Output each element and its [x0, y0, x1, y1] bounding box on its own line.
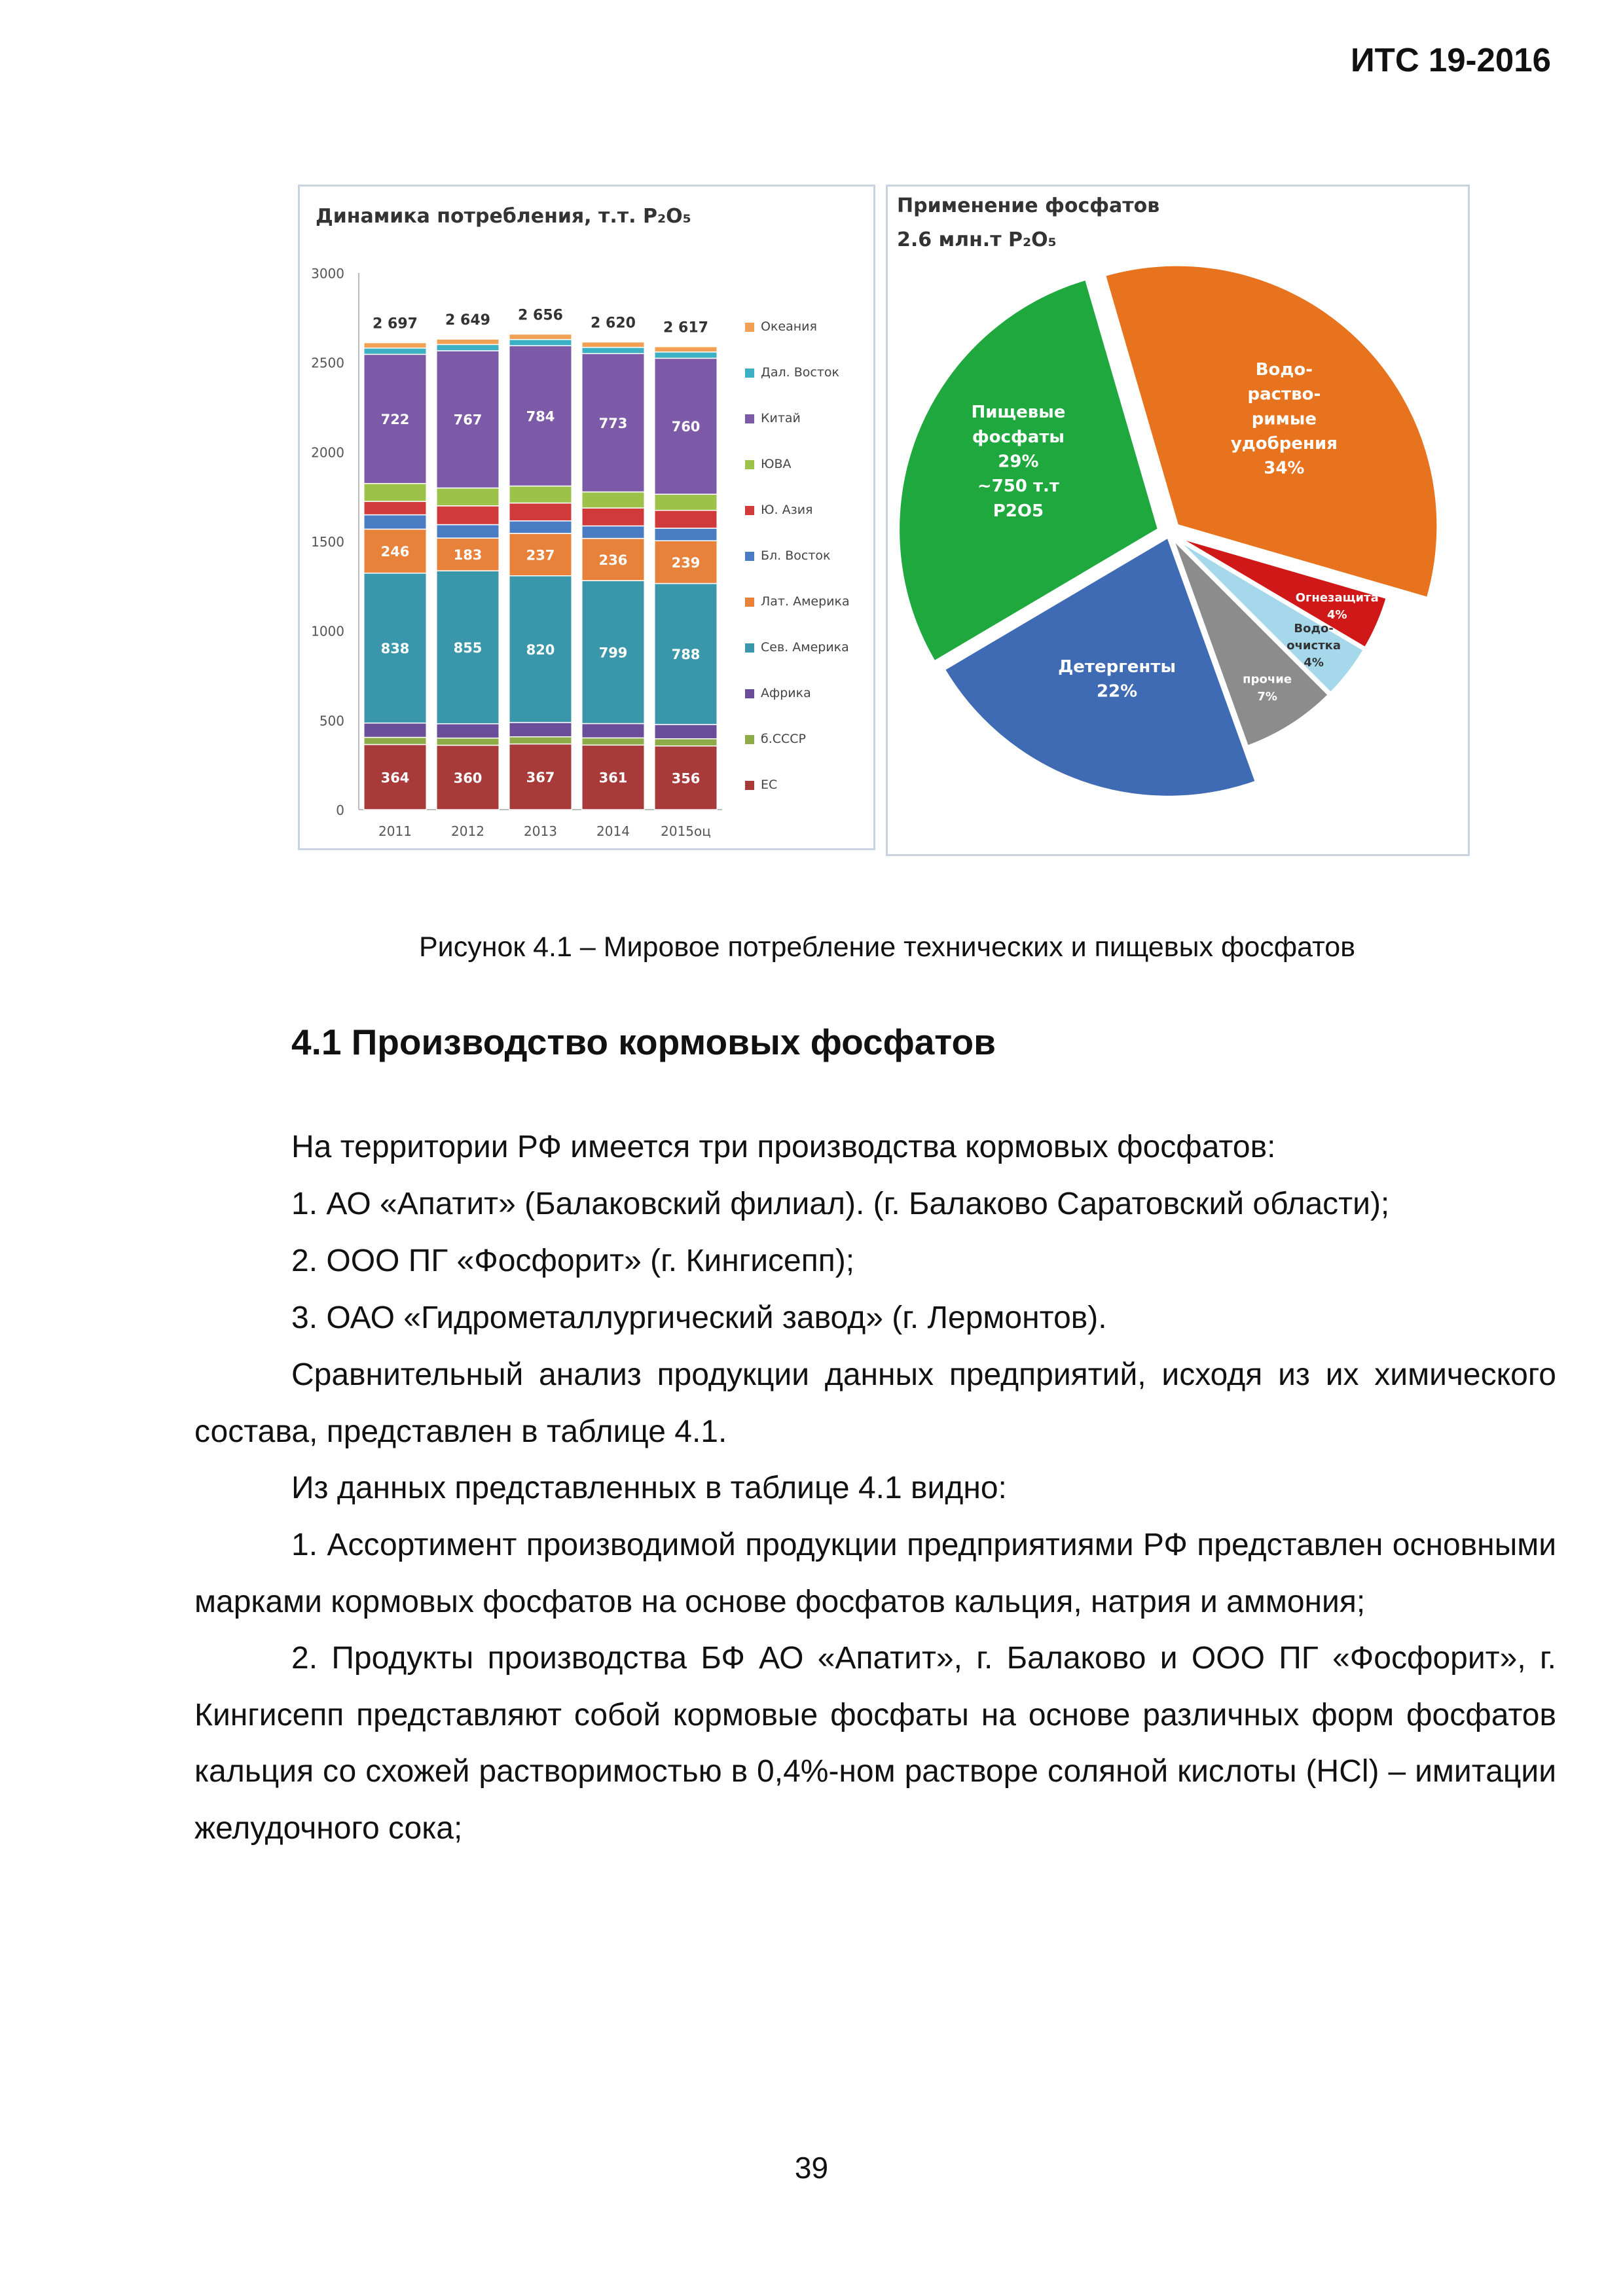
- bar-segment: [437, 738, 499, 745]
- y-tick-label: 500: [319, 713, 344, 729]
- bar-segment: [655, 528, 717, 541]
- data-label: 356: [671, 770, 701, 787]
- data-label: 237: [526, 547, 555, 564]
- bar-segment: [582, 724, 644, 738]
- bar-segment: [509, 503, 572, 521]
- bar-segment: [364, 515, 426, 529]
- bar-segment: [582, 342, 644, 348]
- bar-segment: [582, 492, 644, 509]
- legend-label: Дал. Восток: [761, 365, 839, 380]
- bar-segment: [509, 486, 572, 503]
- legend-label: Сев. Америка: [761, 640, 849, 655]
- data-label: 767: [453, 412, 483, 428]
- figure-caption: Рисунок 4.1 – Мировое потребление технических и пищевых фосфатов: [419, 931, 1356, 963]
- legend-swatch: [745, 368, 754, 378]
- data-label: 367: [526, 769, 555, 785]
- data-label: 722: [380, 412, 410, 428]
- bar-segment: [582, 526, 644, 538]
- legend-label: б.СССР: [761, 732, 807, 746]
- legend-label: ЮВА: [761, 457, 792, 471]
- total-label: 2 620: [591, 315, 636, 332]
- bar-segment: [364, 484, 426, 501]
- legend-swatch: [745, 689, 754, 698]
- y-tick-label: 2500: [311, 355, 344, 371]
- data-label: 855: [453, 639, 483, 656]
- legend-swatch: [745, 598, 754, 607]
- paragraph-conclusions-intro: Из данных представленных в таблице 4.1 видно:: [291, 1471, 1007, 1505]
- slice-label: Детергенты 22%: [1058, 656, 1176, 702]
- bar-segment: [509, 737, 572, 744]
- bar-segment: [655, 494, 717, 511]
- bar-segment: [437, 339, 499, 344]
- legend-label: ЕС: [761, 778, 778, 792]
- legend-swatch: [745, 414, 754, 423]
- section-heading: 4.1 Производство кормовых фосфатов: [291, 1022, 996, 1062]
- legend-swatch: [745, 460, 754, 469]
- list-item: 1. АО «Апатит» (Балаковский филиал). (г. Балаково Саратовский области);: [291, 1187, 1390, 1221]
- list-item: 3. ОАО «Гидрометаллургический завод» (г. Лермонтов).: [291, 1300, 1107, 1335]
- bar-segment: [655, 739, 717, 746]
- legend-swatch: [745, 552, 754, 561]
- x-tick-label: 2014: [596, 823, 630, 839]
- paragraph-analysis: Сравнительный анализ продукции данных предприятий, исходя из их химического состава, представлен в таблице 4.1.: [194, 1357, 1556, 1449]
- total-label: 2 656: [518, 307, 563, 324]
- list-item: 2. ООО ПГ «Фосфорит» (г. Кингисепп);: [291, 1244, 855, 1278]
- data-label: 773: [598, 415, 628, 431]
- bar-segment: [437, 488, 499, 506]
- legend-label: Ю. Азия: [761, 503, 813, 517]
- y-tick-label: 3000: [311, 266, 344, 281]
- paragraph-conclusion-1: 1. Ассортимент производимой продукции предприятиями РФ представлен основными марками кормовых фосфатов на основе фосфатов кальция, натрия и аммония;: [194, 1528, 1556, 1619]
- slice-label: Водо-раство-римые удобрения 34%: [1230, 359, 1338, 478]
- x-tick-label: 2013: [524, 823, 557, 839]
- bar-segment: [582, 738, 644, 745]
- bar-segment: [655, 511, 717, 528]
- bar-segment: [437, 506, 499, 525]
- data-label: 360: [453, 770, 483, 786]
- total-label: 2 649: [445, 312, 490, 329]
- data-label: 820: [526, 641, 555, 658]
- figure: [298, 183, 1470, 867]
- slice-label: прочие 7%: [1243, 672, 1292, 704]
- bar-segment: [582, 508, 644, 526]
- legend-swatch: [745, 781, 754, 790]
- paragraph-conclusion-2: 2. Продукты производства БФ АО «Апатит», г. Балаково и ООО ПГ «Фосфорит», г. Кингисепп представляют собой кормовые фосфаты на основе различных форм фосфатов кальция со схожей растворимостью в 0,4%-ном растворе соляной кислоты (HCl) – имитации желудочного сока;: [194, 1641, 1556, 1846]
- data-label: 364: [380, 770, 410, 786]
- pie-chart: [888, 187, 1468, 854]
- bar-segment: [655, 347, 717, 352]
- y-tick-label: 2000: [311, 444, 344, 461]
- slice-label: Огнезащита 4%: [1295, 590, 1379, 622]
- legend-swatch: [745, 643, 754, 653]
- legend-label: Бл. Восток: [761, 548, 831, 563]
- bar-chart-panel: [298, 185, 875, 850]
- x-tick-label: 2011: [378, 823, 412, 839]
- legend-label: Африка: [761, 686, 811, 700]
- x-tick-label: 2012: [451, 823, 484, 839]
- slice-label: Пищевые фосфаты 29% ~750 т.т P2O5: [971, 403, 1066, 521]
- slice-label: Водо-очистка 4%: [1286, 622, 1341, 670]
- data-label: 799: [598, 645, 628, 661]
- bar-segment: [655, 725, 717, 739]
- paragraph-intro: На территории РФ имеется три производства кормовых фосфатов:: [291, 1130, 1276, 1164]
- bar-segment: [364, 501, 426, 515]
- bar-segment: [509, 521, 572, 533]
- x-tick-label: 2015оц: [661, 823, 711, 839]
- bar-segment: [364, 738, 426, 745]
- legend-label: Китай: [761, 411, 801, 425]
- bar-segment: [655, 352, 717, 359]
- bar-chart-title: Динамика потребления, т.т. P₂O₅: [316, 205, 691, 228]
- bar-segment: [509, 334, 572, 339]
- bar-segment: [364, 343, 426, 348]
- data-label: 361: [598, 770, 628, 786]
- total-label: 2 697: [373, 315, 418, 332]
- data-label: 236: [598, 552, 628, 568]
- data-label: 246: [380, 544, 410, 560]
- pie-chart-panel: [886, 185, 1470, 856]
- legend-label: Океания: [761, 319, 817, 334]
- data-label: 838: [380, 641, 410, 657]
- bar-segment: [509, 340, 572, 346]
- bar-segment: [364, 723, 426, 738]
- y-tick-label: 1000: [311, 623, 344, 639]
- bar-segment: [437, 344, 499, 351]
- legend-swatch: [745, 506, 754, 515]
- y-tick-label: 0: [336, 802, 344, 818]
- data-label: 784: [526, 408, 555, 425]
- y-tick-label: 1500: [311, 534, 344, 550]
- document-code: ИТС 19-2016: [1351, 41, 1551, 79]
- data-label: 183: [453, 547, 483, 564]
- bar-segment: [437, 724, 499, 738]
- bar-segment: [509, 723, 572, 737]
- data-label: 760: [671, 419, 701, 435]
- legend-swatch: [745, 323, 754, 332]
- bar-segment: [364, 348, 426, 355]
- page-number: 39: [794, 2151, 829, 2185]
- pie-chart-title: Применение фосфатов 2.6 млн.т P₂O₅: [897, 194, 1160, 251]
- data-label: 239: [671, 554, 701, 571]
- bar-segment: [437, 525, 499, 539]
- stacked-bar-chart: [300, 187, 873, 848]
- legend-label: Лат. Америка: [761, 594, 850, 609]
- total-label: 2 617: [663, 319, 708, 336]
- bar-segment: [582, 348, 644, 354]
- data-label: 788: [671, 647, 701, 663]
- legend-swatch: [745, 735, 754, 744]
